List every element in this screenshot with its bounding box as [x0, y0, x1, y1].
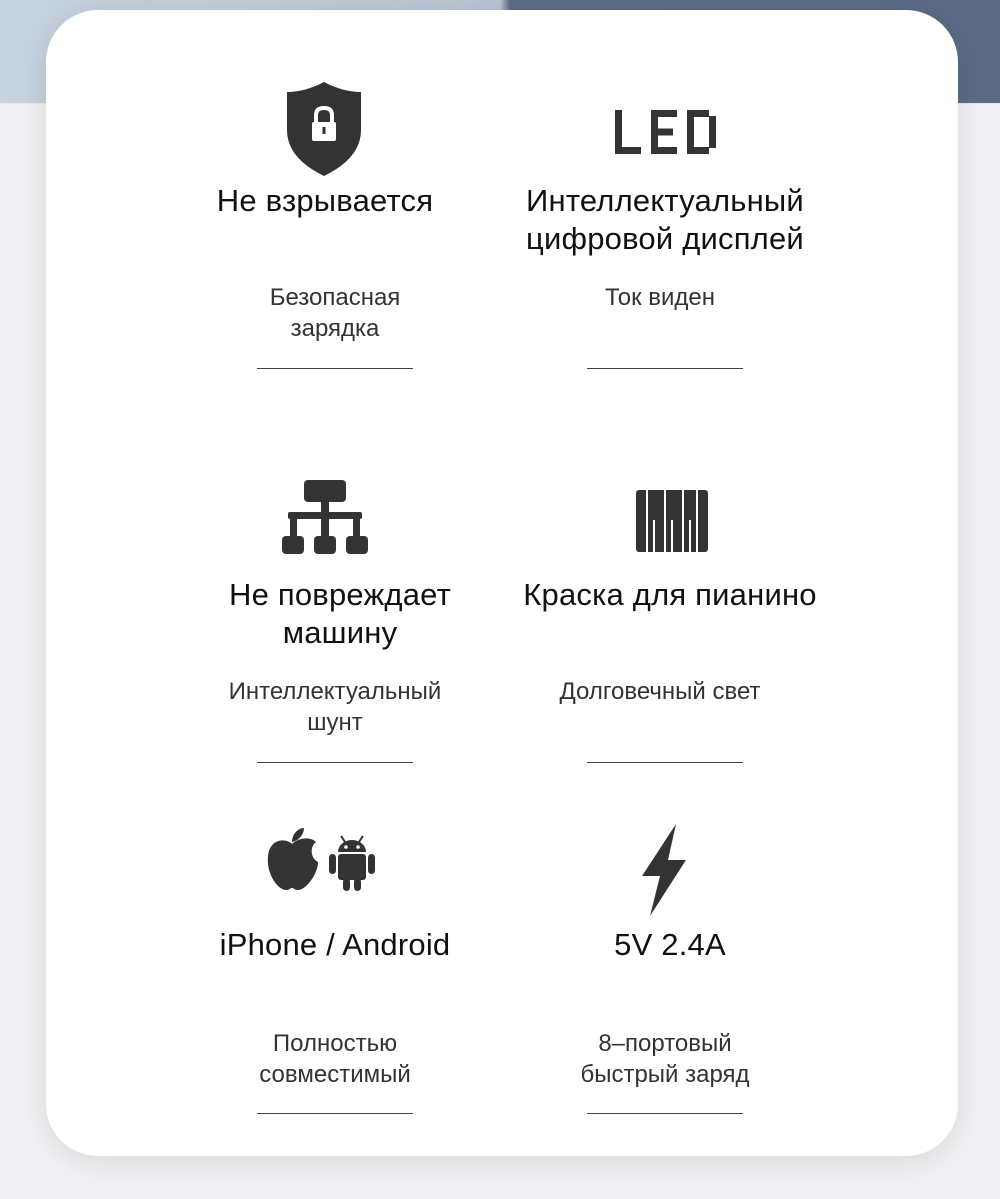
piano-keys-icon [636, 490, 708, 552]
feature-title: Интеллектуальный цифровой дисплей [526, 183, 804, 256]
divider [587, 1113, 743, 1114]
android-icon [326, 832, 378, 892]
feature-subtitle: 8–портовый быстрый заряд [580, 1030, 750, 1088]
feature-title: iPhone / Android [219, 927, 451, 962]
feature-subtitle: Интеллектуальный шунт [228, 678, 442, 736]
feature-title: Не взрывается [216, 183, 434, 218]
feature-subtitle: Полностью совместимый [259, 1030, 411, 1088]
led-text-icon [613, 108, 719, 156]
feature-title: Не повреждает машину [229, 577, 451, 650]
feature-subtitle: Долговечный свет [559, 678, 761, 705]
divider [587, 762, 743, 763]
divider [257, 1113, 413, 1114]
feature-title: Краска для пианино [523, 577, 817, 612]
feature-subtitle: Безопасная зарядка [269, 284, 401, 342]
feature-title: 5V 2.4A [614, 927, 726, 962]
apple-icon [264, 826, 320, 892]
network-tree-icon [282, 478, 368, 556]
divider [587, 368, 743, 369]
shield-lock-icon [285, 80, 363, 178]
feature-subtitle: Ток виден [604, 284, 716, 311]
divider [257, 368, 413, 369]
lightning-bolt-icon [638, 822, 690, 918]
divider [257, 762, 413, 763]
